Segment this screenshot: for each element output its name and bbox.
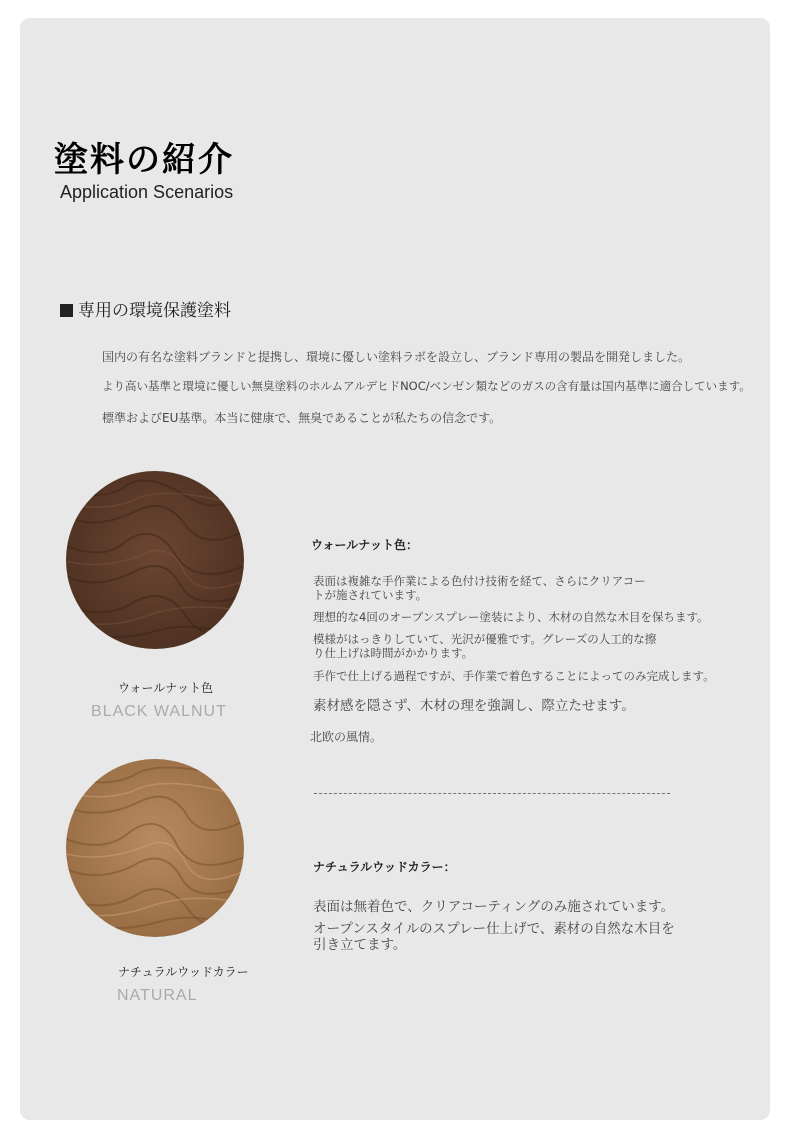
natural-heading: ナチュラルウッドカラー： — [313, 860, 456, 874]
walnut-desc-2: トが施されています。 — [313, 588, 428, 602]
intro-line-3: 標準およびEU基準。本当に健康で、無臭であることが私たちの信念です。 — [102, 411, 502, 425]
natural-desc-3: 引き立てます。 — [313, 937, 407, 953]
natural-wood-swatch — [66, 759, 244, 937]
natural-desc-1: 表面は無着色で、クリアコーティングのみ施されています。 — [313, 899, 675, 915]
walnut-label: ウォールナット色 — [118, 681, 214, 695]
page-title: 塗料の紹介 — [54, 140, 234, 180]
walnut-label-en: BLACK WALNUT — [91, 703, 227, 720]
natural-label-en: NATURAL — [117, 987, 198, 1004]
dashed-divider — [314, 793, 670, 794]
square-bullet-icon — [60, 304, 73, 317]
walnut-desc-7: 素材感を隠さず、木材の理を強調し、際立たせます。 — [313, 698, 635, 714]
walnut-desc-8: 北欧の風情。 — [310, 730, 383, 744]
section-heading-text: 専用の環境保護塗料 — [78, 301, 231, 321]
natural-label: ナチュラルウッドカラー — [118, 965, 249, 979]
natural-desc-2: オープンスタイルのスプレー仕上げで、素材の自然な木目を — [313, 921, 675, 937]
walnut-desc-3: 理想的な4回のオープンスプレー塗装により、木材の自然な木目を保ちます。 — [313, 610, 709, 624]
walnut-desc-6: 手作で仕上げる過程ですが、手作業で着色することによってのみ完成します。 — [313, 669, 715, 683]
intro-line-2: より高い基準と環境に優しい無臭塗料のホルムアルデヒドNOC/ベンゼン類などのガスの含有量は国内基準に適合しています。 — [102, 379, 751, 393]
intro-line-1: 国内の有名な塗料ブランドと提携し、環境に優しい塗料ラボを設立し、ブランド専用の製品を開発しました。 — [102, 350, 691, 364]
walnut-desc-4: 模様がはっきりしていて、光沢が優雅です。グレーズの人工的な擦 — [313, 632, 657, 646]
walnut-desc-1: 表面は複雑な手作業による色付け技術を経て、さらにクリアコー — [313, 574, 646, 588]
page-subtitle: Application Scenarios — [60, 182, 234, 202]
walnut-desc-5: り仕上げは時間がかかります。 — [313, 646, 474, 660]
walnut-wood-swatch — [66, 471, 244, 649]
section-heading — [60, 296, 231, 321]
walnut-heading: ウォールナット色： — [311, 538, 419, 552]
